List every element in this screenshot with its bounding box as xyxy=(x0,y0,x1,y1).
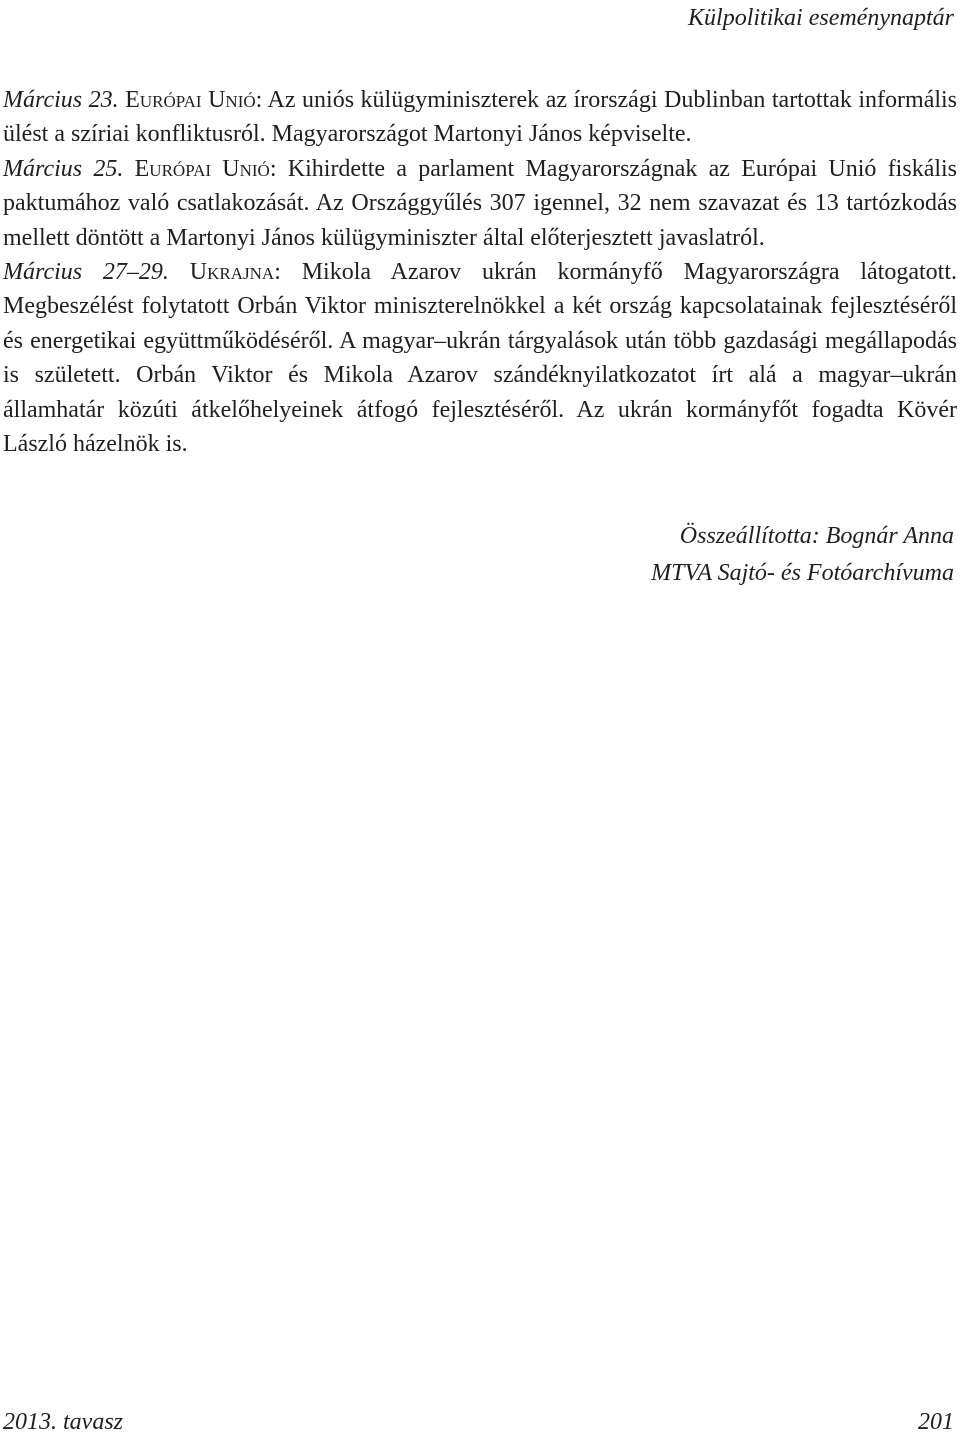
source-credit: MTVA Sajtó- és Fotóarchívuma xyxy=(651,560,954,586)
running-head-title: Külpolitikai eseménynaptár xyxy=(688,5,954,31)
entry-actor: Európai Unió xyxy=(125,87,256,113)
calendar-entry xyxy=(3,255,957,461)
entry-date: Március 25. xyxy=(3,155,124,182)
entry-text: : Az uniós külügyminiszterek az írországi Dublinban tartottak informális ülést a szíriai konfliktusról. Magyarországot Martonyi János képviselte. xyxy=(3,87,958,148)
entry-date: Március 27–29. xyxy=(3,259,169,286)
entry-actor: Ukrajna xyxy=(189,259,275,286)
compiler-credit: Összeállította: Bognár Anna xyxy=(679,523,954,549)
credit-block xyxy=(651,518,954,592)
calendar-entry xyxy=(3,83,957,152)
entry-text: : Kihirdette a parlament Magyarországnak az Európai Unió fiskális paktumához való csatlakozását. Az Országgyűlés 307 igennel, 32 nem szavazat és 13 tartózkodás mellett döntött a Martonyi János külügyminiszter által előterjesztett javaslatról. xyxy=(3,155,958,251)
entry-text: : Mikola Azarov ukrán kormányfő Magyarországra látogatott. Megbeszélést folytatott Orbán Viktor miniszterelnökkel a két ország kapcsolatainak fejlesztéséről és energetikai együttműködéséről. A magyar–ukrán tárgyalások után több gazdasági megállapodás is született. Orbán Viktor és Mikola Azarov szándéknyilatkozatot írt alá a magyar–ukrán államhatár közúti átkelőhelyeinek átfogó fejlesztéséről. Az ukrán kormányfőt fogadta Kövér László házelnök is. xyxy=(3,259,958,458)
calendar-entry xyxy=(3,152,957,255)
page-number: 201 xyxy=(918,1409,954,1435)
entry-actor: Európai Unió xyxy=(134,155,270,182)
issue-label: 2013. tavasz xyxy=(3,1409,123,1435)
entry-date: Március 23. xyxy=(3,87,119,113)
event-calendar xyxy=(3,83,957,461)
page-footer xyxy=(3,1405,954,1439)
